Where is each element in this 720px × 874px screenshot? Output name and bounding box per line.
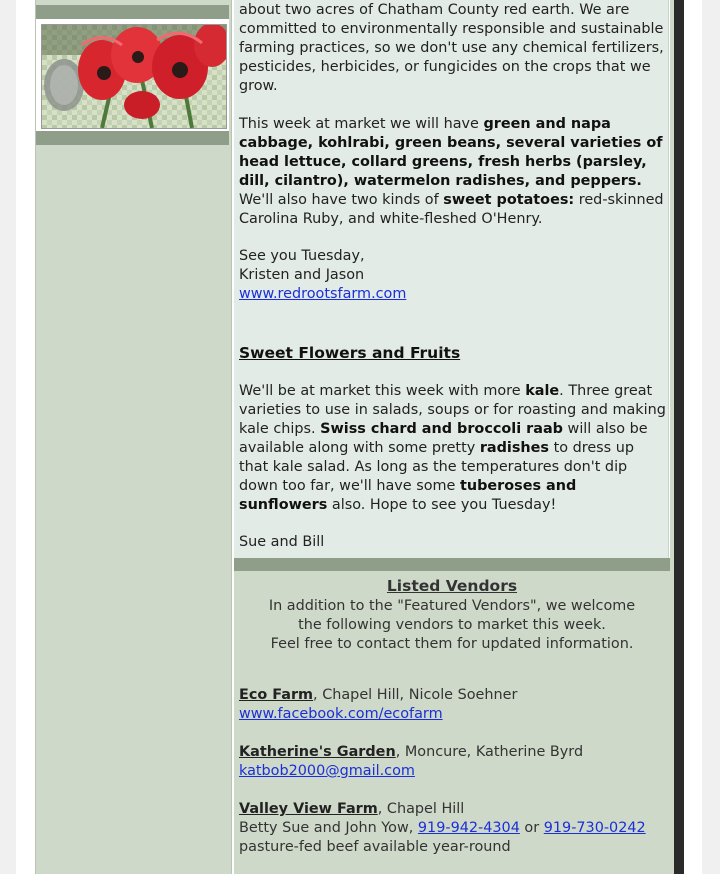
sweet-flowers-heading: Sweet Flowers and Fruits: [239, 344, 461, 362]
listed-vendors-heading: Listed Vendors: [386, 577, 518, 595]
vendor-name: Eco Farm: [239, 687, 314, 703]
sf-text: will also be available along with some pretty: [239, 421, 648, 456]
sf-text: . Three great varieties to use in salads, soups or for roasting and making kale chips.: [239, 383, 666, 437]
vendor-email-link[interactable]: katbob2000@gmail.com: [239, 763, 415, 779]
signoff-line: See you Tuesday,: [239, 248, 365, 264]
sf-text: We'll be at market this week with more: [239, 383, 526, 399]
sweet-lead-text: We'll also have two kinds of: [239, 192, 444, 208]
sidebar-divider-bottom: [36, 131, 229, 145]
red-roots-market-paragraph: [239, 115, 667, 229]
sweet-potatoes-text: sweet potatoes:: [443, 192, 575, 208]
phone-link[interactable]: 919-730-0242: [543, 820, 646, 836]
vendor-eco-farm: [239, 686, 667, 724]
vendor-contact: Betty Sue and John Yow,: [239, 820, 418, 836]
vendor-katherines-garden: [239, 743, 667, 781]
market-lead-text: This week at market we will have: [239, 116, 484, 132]
intro-line: grow.: [239, 78, 278, 94]
intro-line: about two acres of Chatham County red earth. We are: [239, 2, 630, 18]
vendor-link[interactable]: www.facebook.com/ecofarm: [239, 706, 443, 722]
intro-line: the following vendors to market this week.: [298, 617, 606, 633]
vendor-details: , Moncure, Katherine Byrd: [395, 744, 584, 760]
vendor-name: Katherine's Garden: [239, 744, 396, 760]
intro-line: farming practices, so we don't use any chemical fertilizers,: [239, 40, 664, 56]
red-roots-link[interactable]: www.redrootsfarm.com: [239, 286, 407, 302]
right-margin: [684, 0, 702, 874]
listed-vendors-intro: [234, 597, 670, 654]
red-roots-intro: [239, 1, 667, 96]
sf-radishes: radishes: [479, 440, 549, 456]
sidebar-divider-top: [36, 5, 229, 19]
vendor-name: Valley View Farm: [239, 801, 378, 817]
vendor-details: , Chapel Hill, Nicole Soehner: [313, 687, 518, 703]
right-border-dark: [674, 0, 684, 874]
intro-line: pesticides, herbicides, or fungicides on the crops that we: [239, 59, 651, 75]
sweet-flowers-signoff: Sue and Bill: [239, 534, 325, 550]
sf-text: also. Hope to see you Tuesday!: [327, 497, 557, 513]
sweet-tail-text: red-skinned Carolina Ruby, and white-fleshed O'Henry.: [239, 192, 664, 227]
vendor-details: , Chapel Hill: [377, 801, 465, 817]
vendor-note: pasture-fed beef available year-round: [239, 839, 511, 855]
signoff-names: Kristen and Jason: [239, 267, 365, 283]
sf-tuberoses: tuberoses and sunflowers: [239, 478, 577, 513]
section-divider: [234, 558, 670, 571]
market-items-text: green and napa cabbage, kohlrabi, green beans, several varieties of head lettuce, collard greens, fresh herbs (parsley, dill, cilantro), watermelon radishes, and peppers.: [239, 116, 663, 189]
tulips-photo: [41, 24, 227, 129]
sf-text: to dress up that kale salad. As long as the temperatures don't dip down too far, we'll have some: [239, 440, 635, 494]
sf-kale: kale: [525, 383, 560, 399]
or-text: or: [519, 820, 544, 836]
vendor-valley-view-farm: [239, 800, 667, 857]
intro-line: Feel free to contact them for updated information.: [270, 636, 634, 652]
intro-line: committed to environmentally responsible and sustainable: [239, 21, 664, 37]
phone-link[interactable]: 919-942-4304: [417, 820, 520, 836]
red-roots-signoff: [239, 247, 667, 304]
sweet-flowers-paragraph: [239, 382, 667, 515]
intro-line: In addition to the "Featured Vendors", we welcome: [268, 598, 636, 614]
sf-chard: Swiss chard and broccoli raab: [320, 421, 563, 437]
